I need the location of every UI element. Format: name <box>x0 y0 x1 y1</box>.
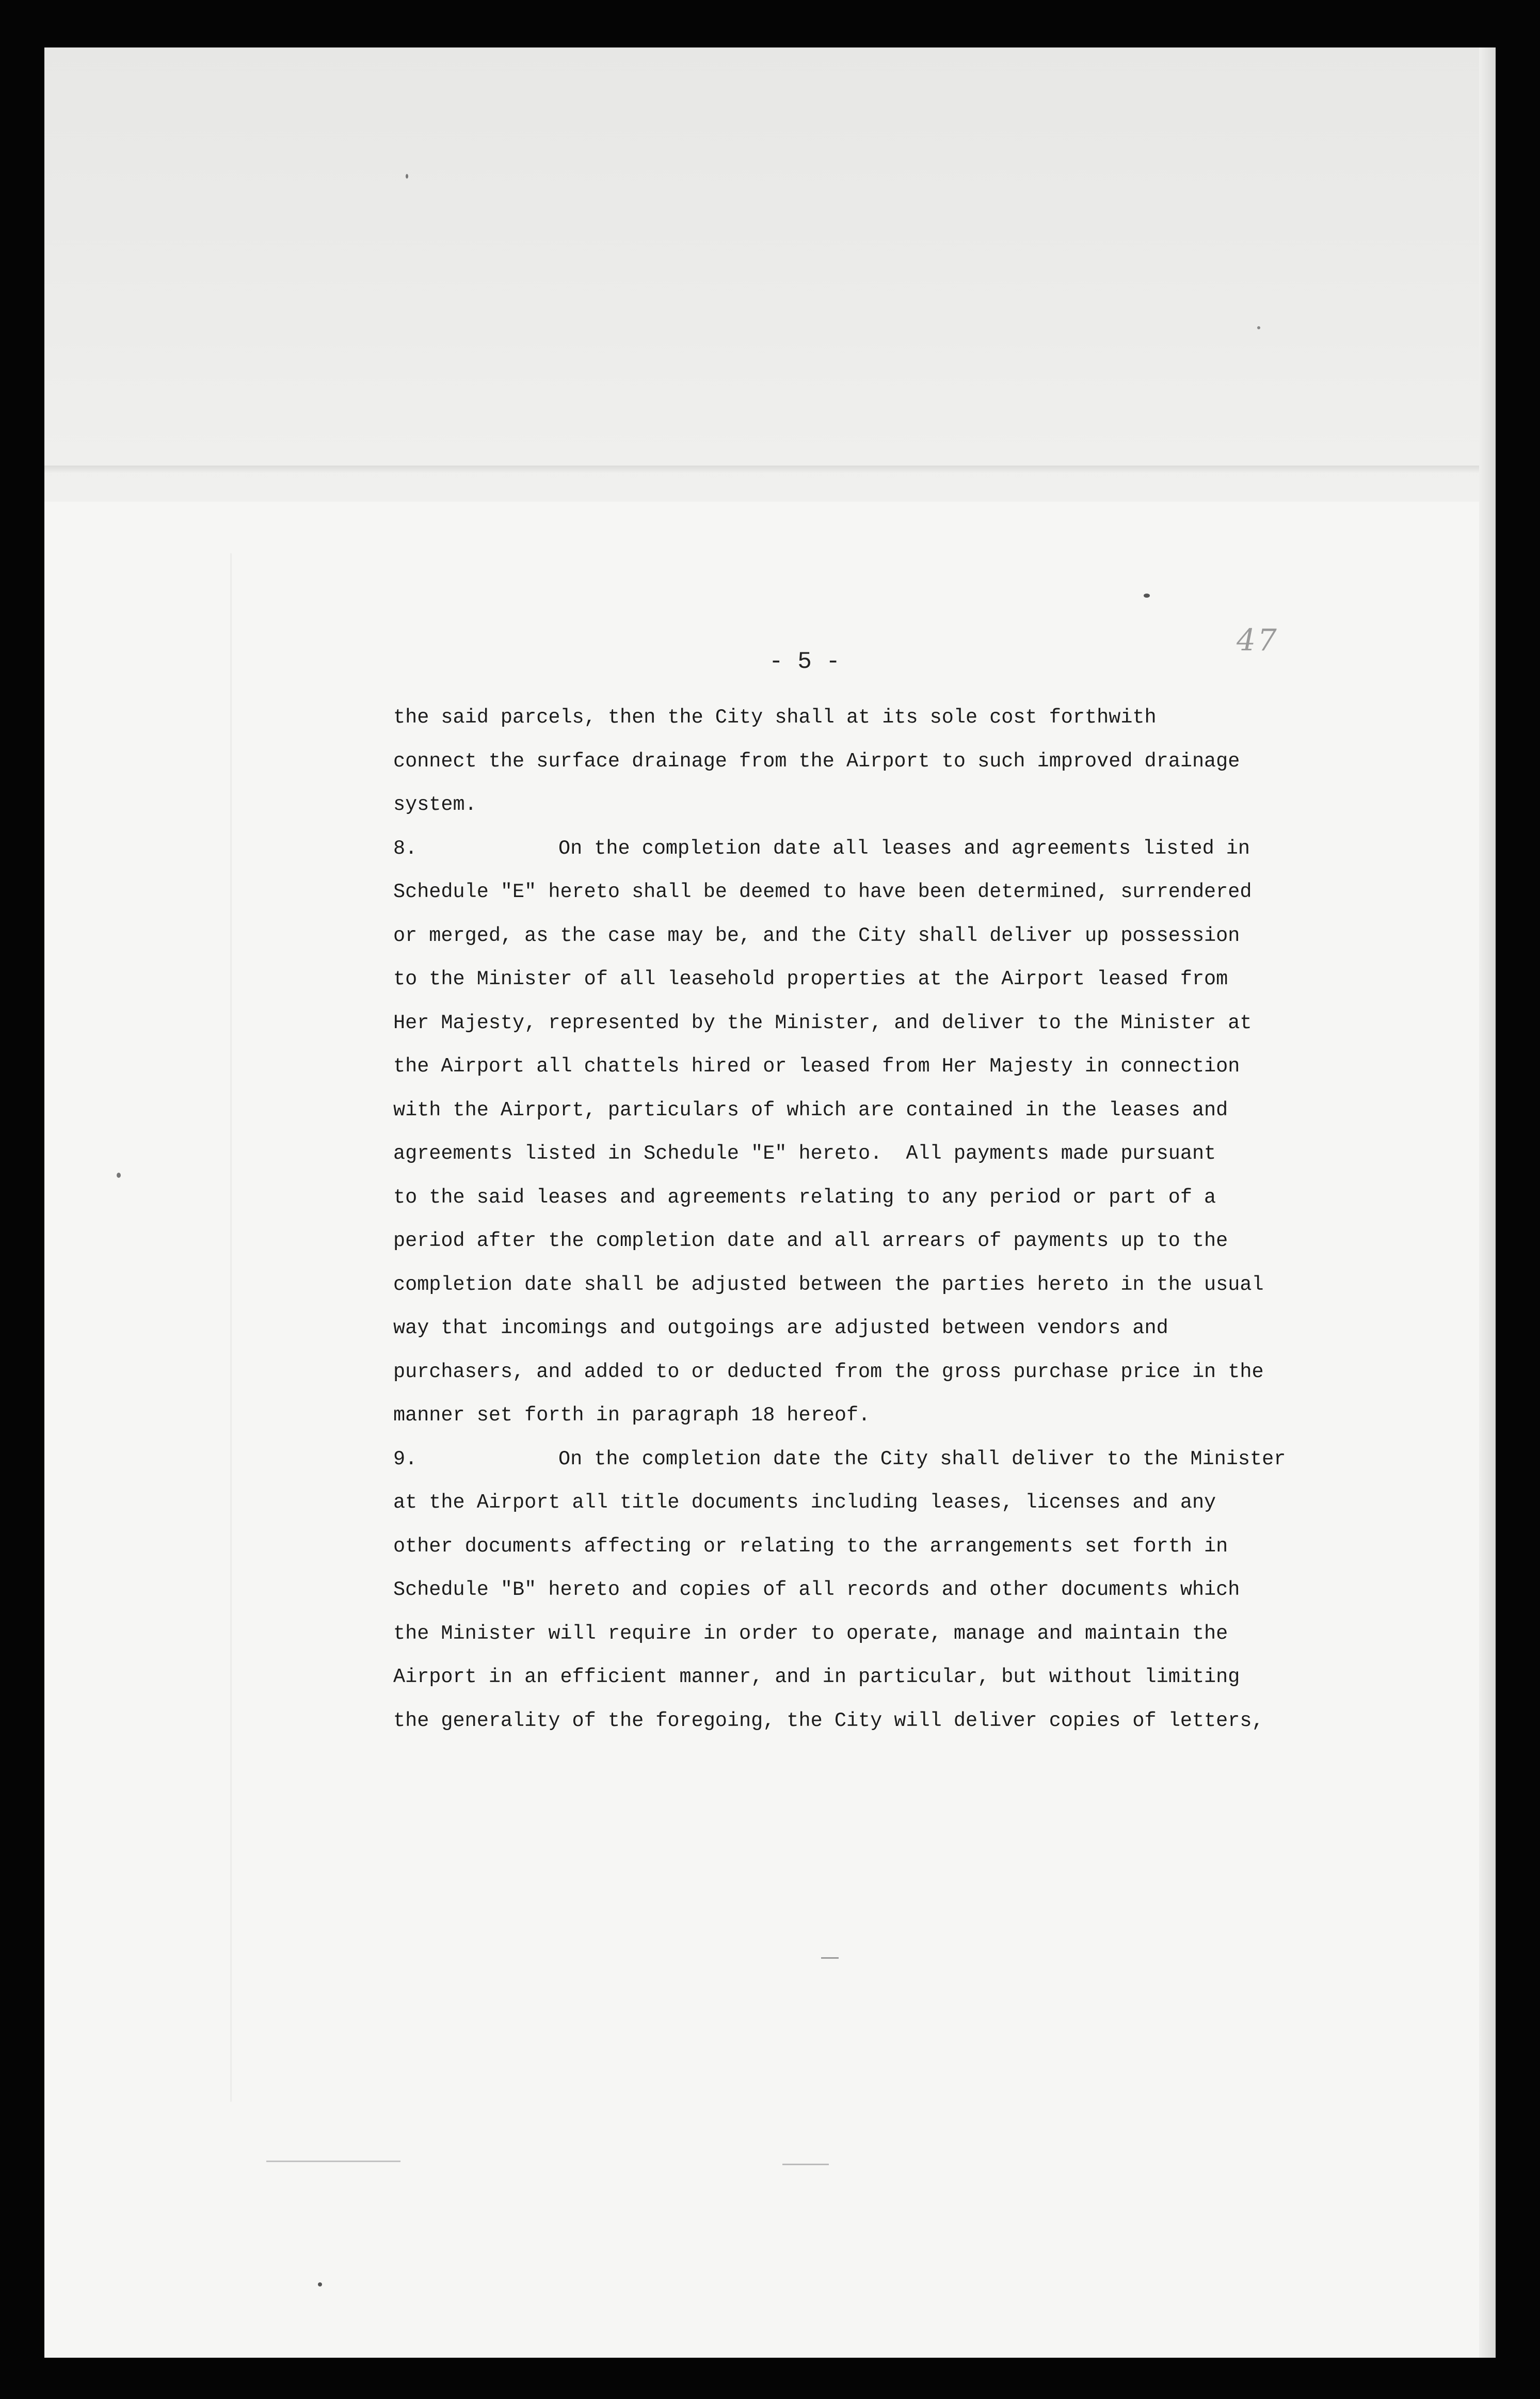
document-body-text <box>393 696 1405 1742</box>
scan-frame-top <box>0 0 1540 47</box>
text-line <box>393 1699 1405 1743</box>
scan-speck <box>1144 594 1150 598</box>
scan-frame-right <box>1496 0 1540 2399</box>
line-text: to the Minister of all leasehold properties at the Airport leased from <box>393 968 1228 990</box>
paragraph-start-line <box>393 1437 1405 1481</box>
line-text: Schedule "B" hereto and copies of all records and other documents which <box>393 1578 1240 1601</box>
text-line <box>393 1612 1405 1656</box>
text-line <box>393 1568 1405 1612</box>
text-line <box>393 914 1405 958</box>
line-text: or merged, as the case may be, and the City shall deliver up possession <box>393 924 1240 947</box>
text-line <box>393 740 1405 783</box>
text-line <box>393 1306 1405 1350</box>
line-text: period after the completion date and all arrears of payments up to the <box>393 1229 1228 1252</box>
line-text: the generality of the foregoing, the City will deliver copies of letters, <box>393 1709 1264 1732</box>
text-line <box>393 1001 1405 1045</box>
handwritten-page-number: 47 <box>1237 622 1279 658</box>
line-text: On the completion date all leases and agreements listed in <box>558 837 1250 860</box>
line-text: Her Majesty, represented by the Minister, and deliver to the Minister at <box>393 1011 1252 1034</box>
text-line <box>393 1263 1405 1307</box>
paragraph-number: 9. <box>393 1447 418 1470</box>
text-line <box>393 1350 1405 1394</box>
text-line <box>393 1176 1405 1220</box>
line-text: the said parcels, then the City shall at its sole cost forthwith <box>393 706 1157 729</box>
line-text: agreements listed in Schedule "E" hereto. All payments made pursuant <box>393 1142 1216 1165</box>
text-line <box>393 783 1405 827</box>
scan-frame-bottom <box>0 2358 1540 2399</box>
scan-speck <box>117 1173 121 1178</box>
scan-mark <box>821 1957 839 1959</box>
line-text: Schedule "E" hereto shall be deemed to have been determined, surrendered <box>393 881 1252 903</box>
scan-speck <box>406 174 408 179</box>
text-line <box>393 1045 1405 1089</box>
line-text: purchasers, and added to or deducted from the gross purchase price in the <box>393 1360 1264 1383</box>
text-line <box>393 1481 1405 1525</box>
line-text: the Airport all chattels hired or leased from Her Majesty in connection <box>393 1055 1240 1078</box>
line-text: the Minister will require in order to operate, manage and maintain the <box>393 1622 1228 1645</box>
scan-top-band <box>44 47 1496 502</box>
text-line <box>393 957 1405 1001</box>
line-text: On the completion date the City shall deliver to the Minister <box>558 1447 1286 1470</box>
scan-speck <box>1257 326 1260 329</box>
page-number: - 5 - <box>769 648 841 675</box>
text-line <box>393 870 1405 914</box>
scan-left-edge-line <box>230 553 232 2102</box>
line-text: other documents affecting or relating to the arrangements set forth in <box>393 1534 1228 1558</box>
text-line <box>393 1525 1405 1569</box>
line-text: Airport in an efficient manner, and in particular, but without limiting <box>393 1666 1240 1688</box>
scan-speck <box>318 2282 322 2286</box>
text-line <box>393 1394 1405 1437</box>
text-line <box>393 1089 1405 1132</box>
scan-mark <box>266 2161 400 2162</box>
scan-right-shadow <box>1479 47 1496 2358</box>
text-line <box>393 1655 1405 1699</box>
text-line <box>393 696 1405 740</box>
scan-fold-line <box>44 466 1496 473</box>
line-text: manner set forth in paragraph 18 hereof. <box>393 1404 871 1427</box>
paragraph-number: 8. <box>393 837 418 860</box>
text-line <box>393 1132 1405 1176</box>
text-line <box>393 1219 1405 1263</box>
line-text: with the Airport, particulars of which are contained in the leases and <box>393 1098 1228 1122</box>
line-text: way that incomings and outgoings are adjusted between vendors and <box>393 1317 1168 1339</box>
line-text: to the said leases and agreements relating to any period or part of a <box>393 1186 1216 1209</box>
paragraph-start-line <box>393 827 1405 871</box>
line-text: completion date shall be adjusted between the parties hereto in the usual <box>393 1273 1264 1296</box>
line-text: system. <box>393 793 477 816</box>
scan-mark <box>782 2164 829 2165</box>
line-text: connect the surface drainage from the Airport to such improved drainage <box>393 749 1240 773</box>
line-text: at the Airport all title documents including leases, licenses and any <box>393 1491 1216 1514</box>
scan-frame-left <box>0 0 44 2399</box>
